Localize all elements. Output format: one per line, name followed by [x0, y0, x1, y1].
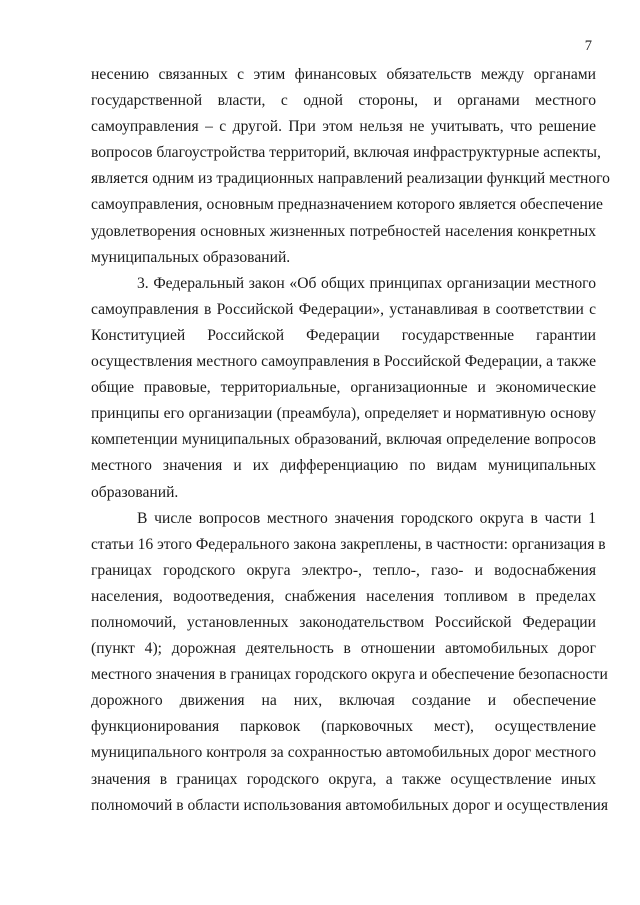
text-line: местного значения и их дифференциацию по видам муниципальных [91, 457, 596, 475]
text-line: муниципального контроля за сохранностью автомобильных дорог местного [91, 744, 596, 762]
text-line: значения в границах городского округа, а также осуществление иных [91, 770, 596, 788]
paragraph-2 [91, 271, 596, 506]
text-line: является одним из традиционных направлений реализации функций местного [91, 170, 610, 188]
text-line: несению связанных с этим финансовых обязательств между органами [91, 66, 596, 83]
text-line: границах городского округа электро-, тепло-, газо- и водоснабжения [91, 561, 596, 579]
text-line: полномочий в области использования автомобильных дорог и осуществления [91, 796, 609, 814]
text-line: функционирования парковок (парковочных мест), осуществление [91, 718, 596, 736]
text-line: муниципальных образований. [91, 248, 291, 266]
text-line: общие правовые, территориальные, организационные и экономические [91, 379, 596, 397]
text-line: самоуправления – с другой. При этом нельзя не учитывать, что решение [91, 118, 596, 136]
text-line: осуществления местного самоуправления в Российской Федерации, а также [91, 353, 596, 371]
text-line: государственной власти, с одной стороны, и органами местного [91, 92, 596, 110]
text-line: дорожного движения на них, включая создание и обеспечение [91, 692, 596, 710]
paragraph-1 [91, 62, 610, 271]
text-line: вопросов благоустройства территорий, включая инфраструктурные аспекты, [91, 144, 601, 162]
page-number: 7 [584, 38, 592, 54]
text-line: компетенции муниципальных образований, включая определение вопросов [91, 431, 596, 449]
text-line: (пункт 4); дорожная деятельность в отношении автомобильных дорог [91, 640, 596, 658]
text-line: 3. Федеральный закон «Об общих принципах организации местного [137, 274, 596, 292]
document-body [91, 62, 610, 819]
text-line: принципы его организации (преамбула), определяет и нормативную основу [91, 405, 596, 423]
text-line: самоуправления в Российской Федерации», устанавливая в соответствии с [91, 300, 596, 318]
text-line: образований. [91, 483, 179, 501]
text-line: В числе вопросов местного значения городского округа в части 1 [137, 509, 596, 527]
text-line: полномочий, установленных законодательством Российской Федерации [91, 613, 596, 631]
text-line: удовлетворения основных жизненных потребностей населения конкретных [91, 222, 596, 240]
text-line: местного значения в границах городского округа и обеспечение безопасности [91, 666, 608, 684]
text-line: населения, водоотведения, снабжения населения топливом в пределах [91, 587, 596, 605]
paragraph-3 [91, 506, 609, 819]
text-line: статьи 16 этого Федерального закона закреплены, в частности: организация в [91, 535, 606, 553]
text-line: Конституцией Российской Федерации государственные гарантии [91, 326, 596, 344]
text-line: самоуправления, основным предназначением которого является обеспечение [91, 196, 603, 214]
